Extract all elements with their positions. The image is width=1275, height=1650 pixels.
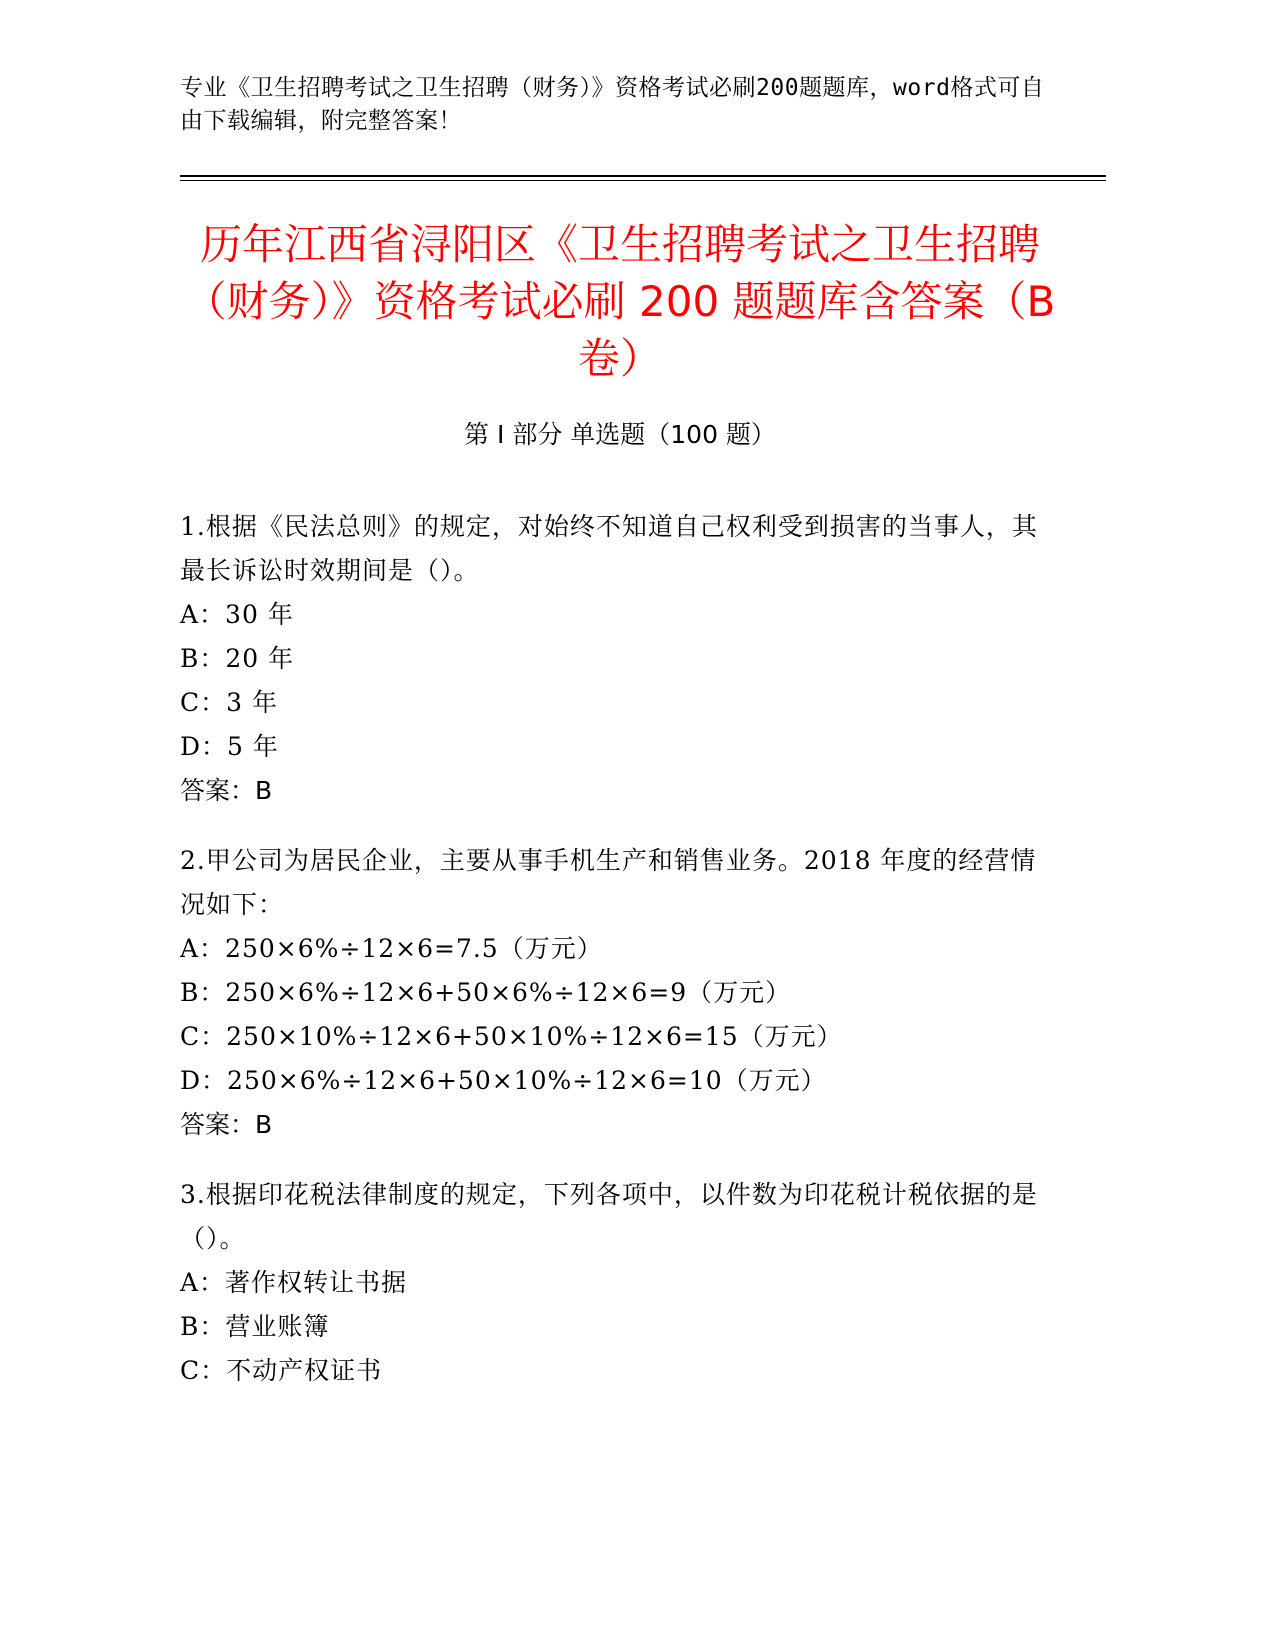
option-a: A：著作权转让书据 — [180, 1268, 408, 1297]
header-note: 专业《卫生招聘考试之卫生招聘（财务）》资格考试必刷200题题库，word格式可自由下载编辑，附完整答案！ — [180, 75, 1045, 134]
option-b: B：20 年 — [180, 644, 295, 673]
header-divider-thick — [180, 175, 1106, 177]
option-a: A：30 年 — [180, 600, 294, 629]
option-c: C：250×10%÷12×6+50×10%÷12×6=15（万元） — [180, 1022, 843, 1051]
option-c: C：不动产权证书 — [180, 1356, 383, 1385]
header-divider-thin — [180, 180, 1106, 181]
section-title: 第 I 部分 单选题（100 题） — [464, 420, 776, 449]
answer: 答案：B — [180, 776, 273, 805]
question-stem: 3.根据印花税法律制度的规定，下列各项中，以件数为印花税计税依据的是（）。 — [180, 1180, 1038, 1253]
question-list — [180, 505, 1040, 1419]
option-a: A：250×6%÷12×6=7.5（万元） — [180, 934, 603, 963]
option-b: B：营业账簿 — [180, 1312, 330, 1341]
answer: 答案：B — [180, 1110, 273, 1139]
document-title: 历年江西省浔阳区《卫生招聘考试之卫生招聘（财务）》资格考试必刷 200 题题库含答案（B 卷） — [184, 220, 1056, 383]
option-c: C：3 年 — [180, 688, 278, 717]
question-stem: 1.根据《民法总则》的规定，对始终不知道自己权利受到损害的当事人，其最长诉讼时效期间是（）。 — [180, 512, 1038, 585]
question-2 — [180, 839, 1040, 1147]
question-1 — [180, 505, 1040, 813]
question-stem: 2.甲公司为居民企业，主要从事手机生产和销售业务。2018 年度的经营情况如下： — [180, 846, 1037, 919]
option-d: D：250×6%÷12×6+50×10%÷12×6=10（万元） — [180, 1066, 827, 1095]
option-d: D：5 年 — [180, 732, 279, 761]
option-b: B：250×6%÷12×6+50×6%÷12×6=9（万元） — [180, 978, 792, 1007]
question-3 — [180, 1173, 1040, 1393]
